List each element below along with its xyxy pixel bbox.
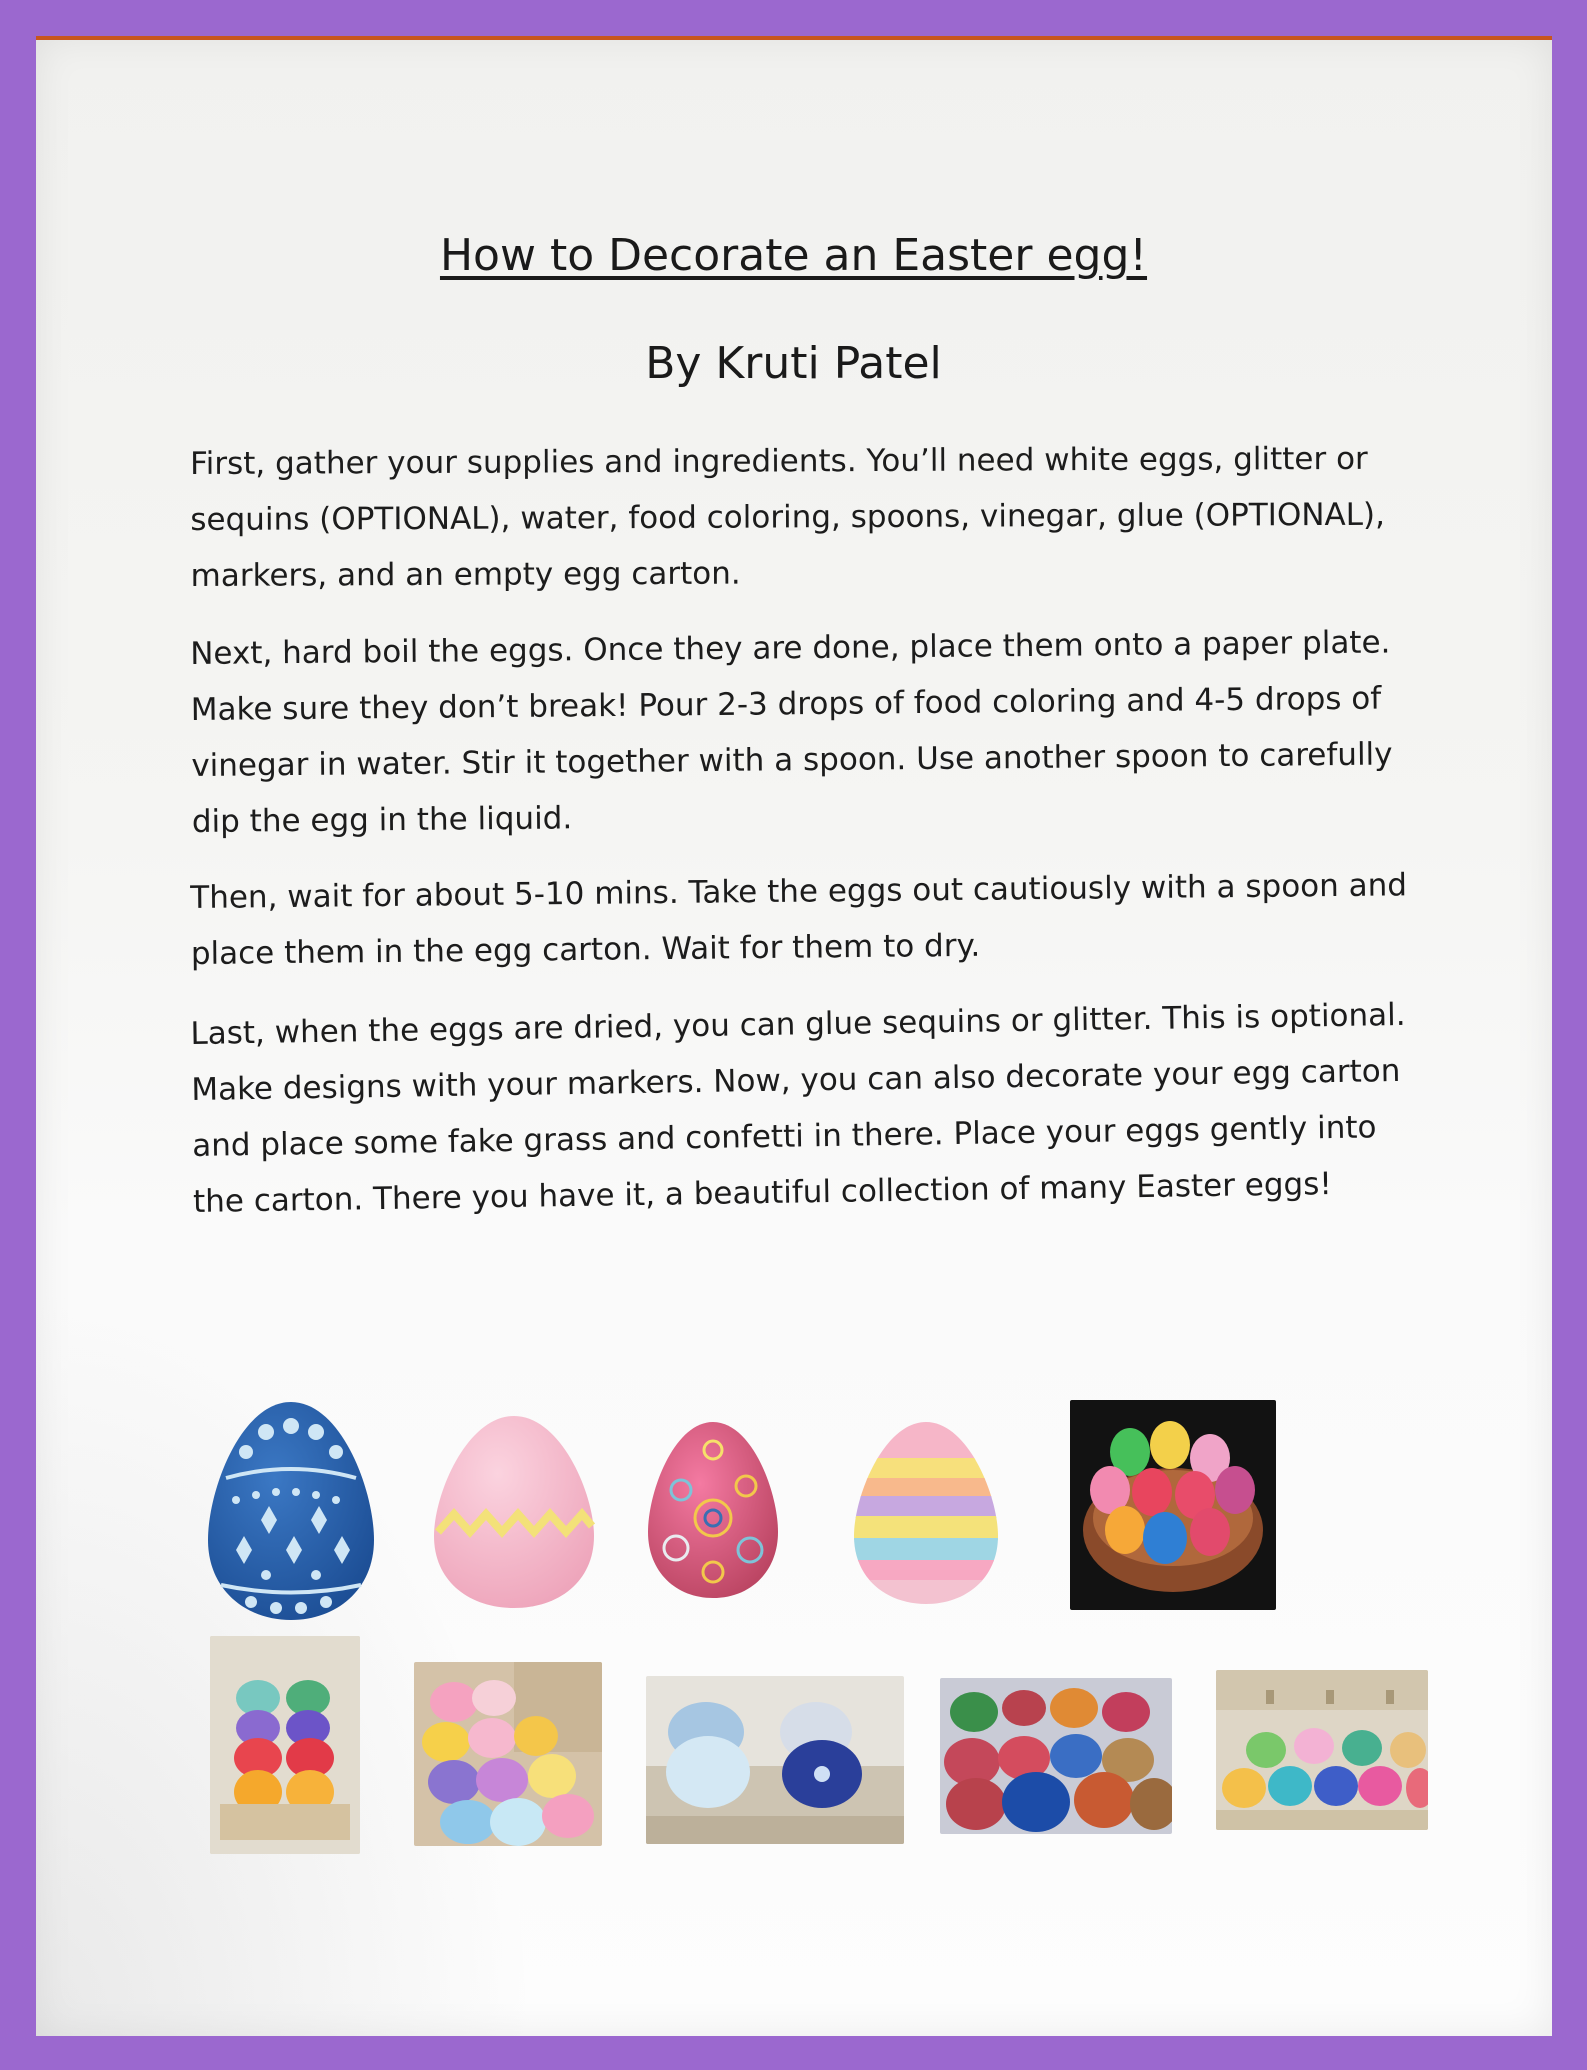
blue-lace-egg-icon bbox=[206, 1400, 376, 1622]
paragraph-boil: Next, hard boil the eggs. Once they are done, place them onto a paper plate. Make sure they don’t break! Pour 2-3 drops of food coloring and 4-5 drops of vinegar in water. Stir it together with a spoon. Use another spoon to carefully dip the egg in the liquid. bbox=[190, 624, 1393, 840]
pastel-carton-photo bbox=[414, 1662, 602, 1846]
blue-eggs-carton-photo bbox=[646, 1676, 904, 1844]
egg-basket-photo bbox=[1070, 1400, 1276, 1610]
pink-zigzag-egg-icon bbox=[432, 1414, 596, 1610]
bright-eggs-carton-photo bbox=[1216, 1670, 1428, 1830]
document-author: By Kruti Patel bbox=[645, 338, 942, 389]
marbled-eggs-carton-photo bbox=[940, 1678, 1172, 1834]
paragraph-decorate: Last, when the eggs are dried, you can glue sequins or glitter. This is optional. Make designs with your markers. Now, you can also decorate your egg carton and place some fake grass and confetti in there. Place your eggs gently into the carton. There you have it, a beautiful collection of many Easter eggs! bbox=[190, 996, 1406, 1220]
paper-top-edge bbox=[36, 36, 1552, 40]
carton-stack-photo bbox=[210, 1636, 360, 1854]
paragraph-dry: Then, wait for about 5-10 mins. Take the eggs out cautiously with a spoon and place them in the egg carton. Wait for them to dry. bbox=[190, 867, 1408, 972]
paragraph-supplies: First, gather your supplies and ingredients. You’ll need white eggs, glitter or sequins (OPTIONAL), water, food coloring, spoons, vinegar, glue (OPTIONAL), markers, and an empty egg carton. bbox=[190, 440, 1385, 594]
pastel-striped-egg-icon bbox=[852, 1420, 1000, 1606]
floral-pink-egg-icon bbox=[646, 1420, 780, 1600]
document-title: How to Decorate an Easter egg! bbox=[439, 230, 1148, 281]
